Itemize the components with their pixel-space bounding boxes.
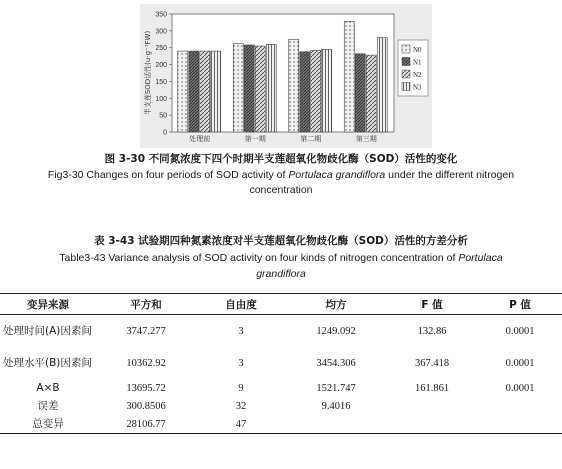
- cell-p: [478, 397, 562, 415]
- cell-p: 0.0001: [505, 382, 535, 394]
- cell-ss: 3747.277: [126, 325, 166, 337]
- y-tick-label: 100: [155, 95, 167, 103]
- figure-caption-en: [0, 168, 562, 183]
- y-tick-label: 0: [163, 129, 167, 137]
- table-title-en-prefix: Table3-43 Variance analysis of SOD activity on four kinds of nitrogen concentration of: [59, 252, 459, 264]
- legend-swatch-n0: [402, 45, 410, 53]
- bar-n3: [322, 49, 332, 132]
- y-axis-label: 半支莲SOD活性(u·g⁻¹FW): [144, 30, 152, 116]
- bar-n2: [200, 51, 210, 132]
- figure-caption-cn: 图 3-30 不同氮浓度下四个时期半支莲超氧化物歧化酶（SOD）活性的变化: [104, 153, 458, 165]
- cell-f: 132.86: [417, 325, 447, 337]
- cell-f: [386, 415, 478, 434]
- legend-swatch-n1: [402, 58, 410, 66]
- header-f-value: F 值: [386, 294, 478, 315]
- figure-caption-en-line2: concentration: [249, 184, 313, 196]
- cell-ss: 10362.92: [126, 357, 166, 369]
- y-tick-label: 300: [155, 28, 167, 36]
- cell-ms: 9.4016: [321, 400, 351, 412]
- legend-label-n2: N2: [413, 71, 422, 79]
- cell-df: 32: [235, 400, 247, 412]
- legend-label-n3: N3: [413, 83, 422, 92]
- cell-f: 367.418: [414, 357, 450, 369]
- cell-ms: 1249.092: [316, 325, 356, 337]
- legend-label-n1: N1: [413, 58, 422, 67]
- cell-df: 3: [238, 357, 244, 369]
- header-p-value: P 值: [478, 294, 562, 315]
- table-row: [0, 397, 562, 415]
- bar-n0: [178, 51, 188, 132]
- cell-p: 0.0001: [505, 325, 535, 337]
- bar-n0: [233, 44, 243, 132]
- table-title-en-species2: grandiflora: [256, 268, 306, 280]
- bar-n3: [377, 38, 387, 132]
- legend-swatch-n2: [402, 70, 410, 78]
- table-row: [0, 315, 562, 348]
- cell-df: 9: [238, 382, 244, 394]
- figure-caption-en-prefix: Fig3-30 Changes on four periods of SOD activity of: [47, 169, 289, 181]
- bar-n2: [311, 50, 321, 132]
- cell-ss: 28106.77: [96, 415, 196, 434]
- cell-ms: [286, 415, 386, 434]
- sod-bar-chart: [0, 0, 562, 150]
- bar-n1: [244, 45, 254, 132]
- table-row: [0, 347, 562, 379]
- table-header-row: [0, 294, 562, 315]
- table-title-en-species1: Portulaca: [458, 252, 503, 264]
- x-tick-label: 第一期: [244, 135, 266, 143]
- table-title-en: [0, 251, 562, 266]
- cell-source: 处理水平(B)因素间: [3, 357, 92, 369]
- figure-caption-en-species: Portulaca grandiflora: [288, 169, 386, 181]
- cell-ms: 3454.306: [316, 357, 356, 369]
- x-tick-label: 第二期: [300, 135, 322, 143]
- cell-ms: 1521.747: [316, 382, 356, 394]
- cell-p: 0.0001: [505, 357, 535, 369]
- y-tick-label: 200: [155, 62, 167, 70]
- bar-n1: [189, 51, 199, 132]
- table-row: [0, 379, 562, 397]
- header-sum-of-squares: 平方和: [96, 294, 196, 315]
- table-title-en-line2: [0, 267, 562, 282]
- cell-f: 161.861: [414, 382, 450, 394]
- bar-n3: [211, 51, 221, 132]
- bar-n0: [344, 21, 354, 132]
- cell-df: 3: [238, 325, 244, 337]
- cell-f: [386, 397, 478, 415]
- table-row: [0, 415, 562, 434]
- chart-legend: [398, 40, 428, 96]
- cell-source: 总变异: [0, 415, 96, 434]
- x-tick-label: 第三期: [355, 135, 377, 143]
- x-tick-label: 处理前: [189, 135, 211, 143]
- y-tick-label: 350: [155, 11, 167, 19]
- cell-source: A×B: [36, 382, 60, 394]
- variance-table: [0, 293, 562, 434]
- cell-ss: 13695.72: [126, 382, 166, 394]
- table-title-cn: 表 3-43 试验期四种氮素浓度对半支莲超氧化物歧化酶（SOD）活性的方差分析: [94, 235, 468, 247]
- cell-df: 47: [196, 415, 286, 434]
- bar-n2: [255, 46, 265, 132]
- cell-source: 误差: [37, 400, 59, 412]
- cell-ss: 300.8506: [126, 400, 166, 412]
- y-tick-label: 250: [155, 45, 167, 53]
- bar-n1: [355, 54, 365, 132]
- figure-caption-en-suffix: under the different nitrogen: [385, 169, 515, 181]
- y-tick-label: 150: [155, 78, 167, 86]
- bar-n1: [300, 52, 310, 132]
- y-tick-label: 50: [159, 112, 167, 120]
- bar-n3: [266, 44, 276, 132]
- cell-source: 处理时间(A)因素间: [3, 325, 92, 337]
- header-mean-square: 均方: [286, 294, 386, 315]
- header-source: 变异来源: [0, 294, 96, 315]
- legend-swatch-n3: [402, 83, 410, 91]
- legend-label-n0: N0: [413, 46, 422, 54]
- bar-n2: [366, 55, 376, 132]
- cell-p: [478, 415, 562, 434]
- bar-n0: [289, 39, 299, 132]
- header-df: 自由度: [196, 294, 286, 315]
